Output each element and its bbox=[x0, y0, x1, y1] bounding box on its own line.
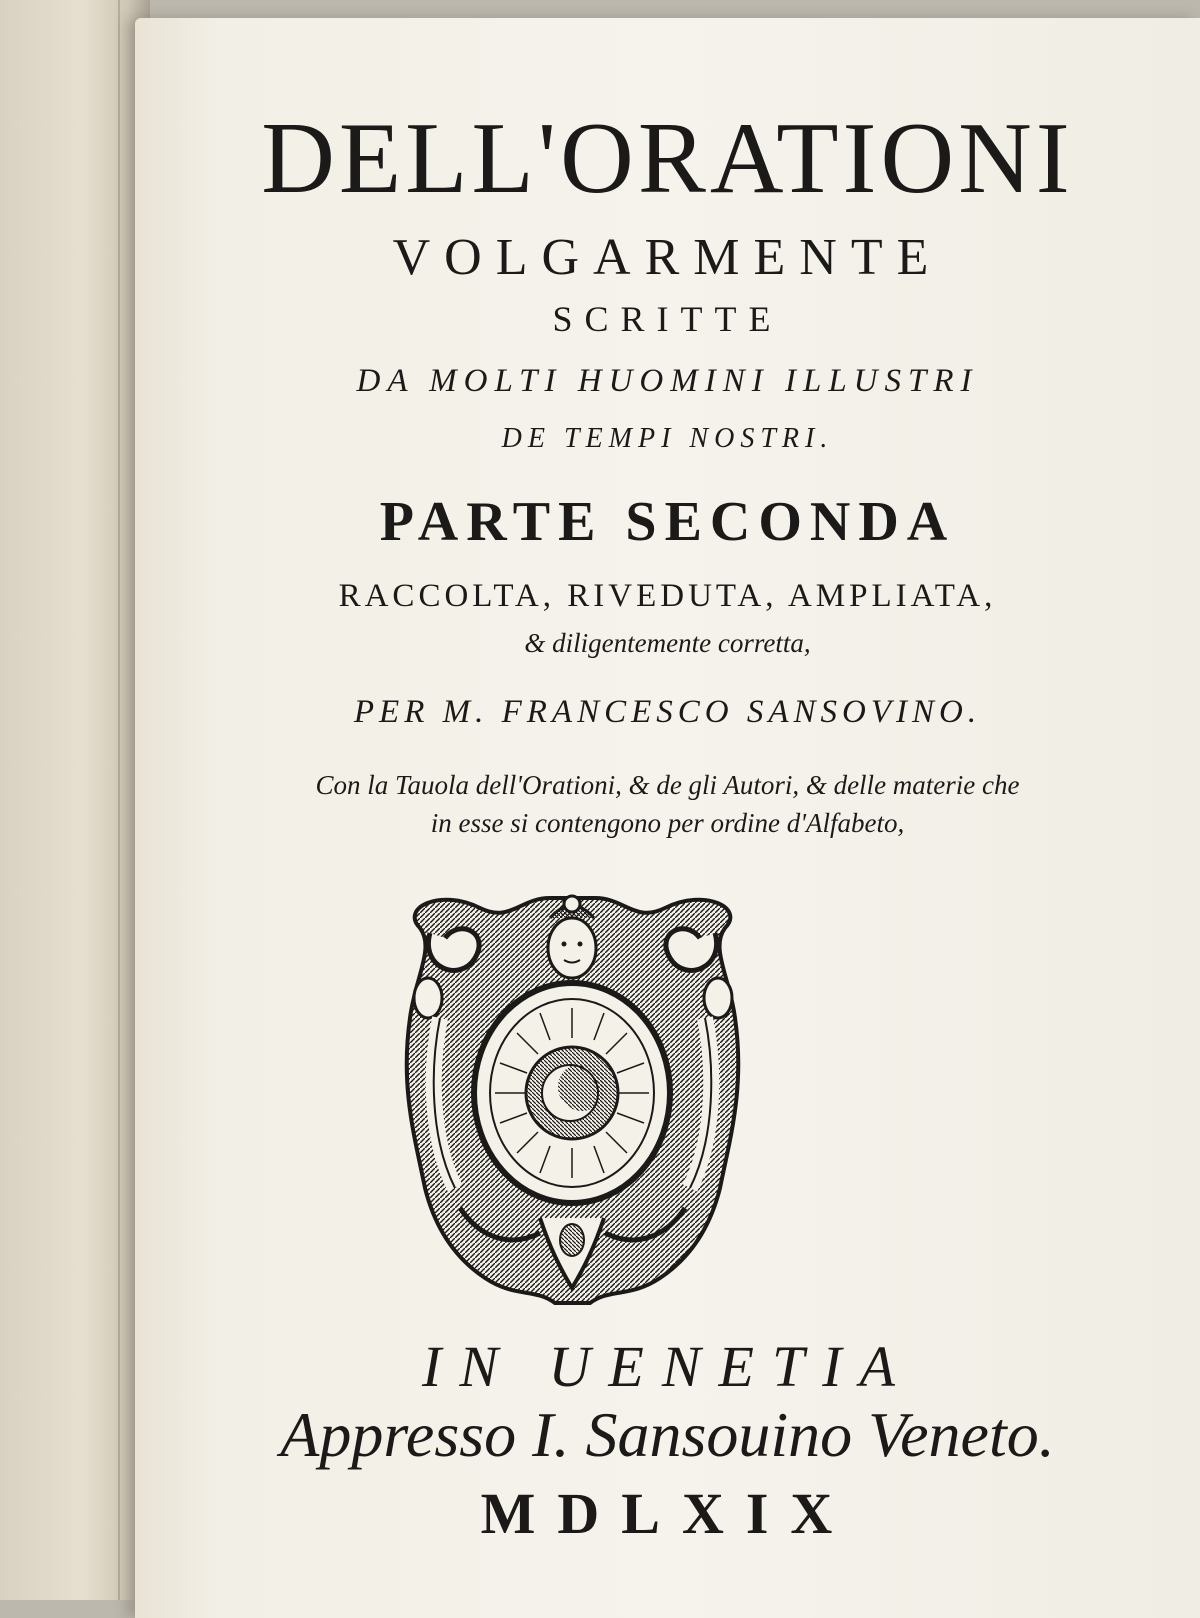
printers-device-emblem bbox=[400, 888, 745, 1308]
left-page bbox=[0, 0, 150, 1600]
subtitle-volgarmente bbox=[135, 228, 1200, 287]
city-line bbox=[135, 1333, 1200, 1400]
authors-line-2 bbox=[135, 423, 1200, 455]
contents-line-2 bbox=[135, 808, 1200, 839]
book-title-text: DELL'ORATIONI bbox=[261, 102, 1074, 215]
edition-line-2 bbox=[135, 628, 1200, 659]
subtitle-1-text: VOLGARMENTE bbox=[392, 229, 943, 286]
contents-line-1-text: Con la Tauola dell'Orationi, & de gli Autori, & delle materie che bbox=[315, 770, 1020, 800]
title-page bbox=[135, 18, 1200, 1618]
part-heading bbox=[135, 490, 1200, 554]
authors-line-2-text: DE TEMPI NOSTRI. bbox=[501, 423, 834, 454]
printer-text: Appresso I. Sansouino Veneto. bbox=[280, 1399, 1055, 1470]
page-gutter bbox=[118, 0, 120, 1600]
editor-text: PER M. FRANCESCO SANSOVINO. bbox=[353, 694, 982, 730]
subtitle-scritte bbox=[135, 298, 1200, 340]
year-text: MDLXIX bbox=[480, 1481, 855, 1546]
contents-line-2-text: in esse si contengono per ordine d'Alfabeto, bbox=[430, 808, 905, 838]
edition-line bbox=[135, 578, 1200, 615]
editor-line bbox=[135, 694, 1200, 731]
authors-line-1-text: DA MOLTI HUOMINI ILLUSTRI bbox=[356, 363, 979, 399]
printer-line bbox=[135, 1398, 1200, 1472]
book-title bbox=[135, 100, 1200, 217]
authors-line-1 bbox=[135, 363, 1200, 400]
year-line bbox=[135, 1480, 1200, 1547]
edition-line-2-text: & diligentemente corretta, bbox=[524, 628, 811, 658]
subtitle-2-text: SCRITTE bbox=[552, 299, 783, 339]
part-heading-text: PARTE SECONDA bbox=[379, 491, 956, 553]
contents-line-1 bbox=[135, 770, 1200, 801]
city-text: IN UENETIA bbox=[422, 1334, 913, 1399]
edition-line-text: RACCOLTA, RIVEDUTA, AMPLIATA, bbox=[338, 578, 997, 614]
